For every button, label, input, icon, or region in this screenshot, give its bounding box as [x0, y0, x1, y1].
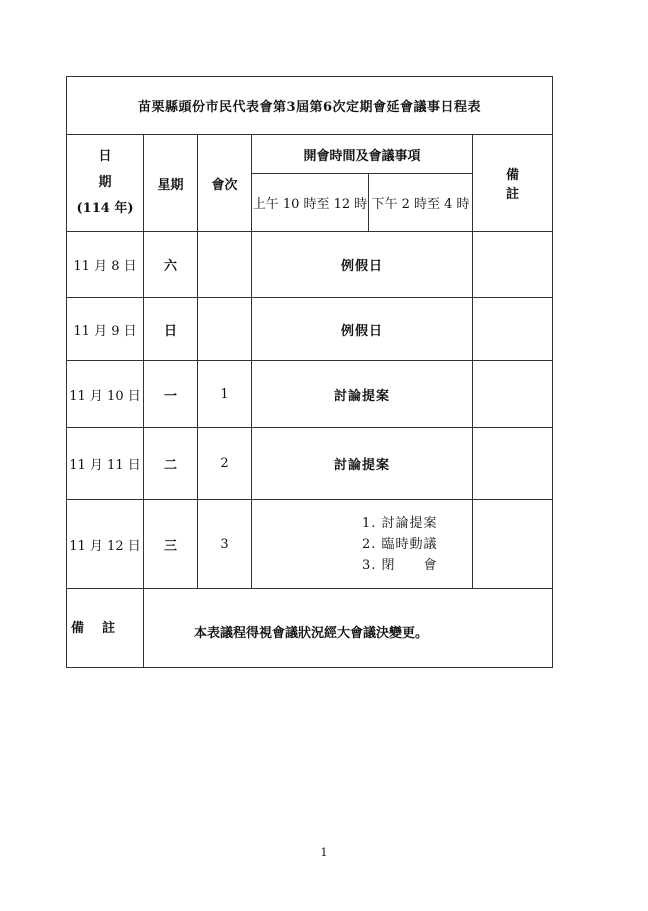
document-title: 苗栗縣頭份市民代表會第3屆第6次定期會延會議事日程表	[67, 77, 553, 135]
page-number: 1	[320, 846, 328, 859]
table-row	[67, 361, 553, 428]
meeting-header: 開會時間及會議事項	[252, 135, 473, 174]
row-remarks	[473, 298, 553, 361]
schedule-table	[66, 76, 553, 668]
row-agenda: 討論提案	[252, 361, 473, 428]
date-header-year: (114 年)	[76, 201, 134, 216]
agenda-item: 1. 討論提案	[362, 515, 438, 531]
row-weekday: 二	[144, 428, 198, 500]
row-weekday: 日	[144, 298, 198, 361]
table-row	[67, 428, 553, 500]
row-session	[198, 232, 252, 298]
row-agenda: 例假日	[252, 232, 473, 298]
afternoon-header: 下午 2 時至 4 時	[369, 174, 473, 232]
note-label: 備註	[67, 589, 144, 668]
row-agenda: 例假日	[252, 298, 473, 361]
row-weekday: 一	[144, 361, 198, 428]
row-weekday: 六	[144, 232, 198, 298]
row-session: 3	[198, 500, 252, 589]
row-session: 1	[198, 361, 252, 428]
date-header	[67, 135, 144, 232]
remarks-header: 備註	[473, 135, 553, 232]
row-agenda: 討論提案	[252, 428, 473, 500]
row-date: 11 月 9 日	[67, 298, 144, 361]
date-header-label: 日期	[98, 149, 134, 190]
row-agenda-list	[252, 500, 473, 589]
table-row	[67, 500, 553, 589]
row-session	[198, 298, 252, 361]
table-row	[67, 298, 553, 361]
session-header: 會次	[198, 135, 252, 232]
note-row	[67, 589, 553, 668]
morning-header: 上午 10 時至 12 時	[252, 174, 369, 232]
row-date: 11 月 8 日	[67, 232, 144, 298]
row-date: 11 月 11 日	[67, 428, 144, 500]
table-row	[67, 232, 553, 298]
note-text: 本表議程得視會議狀況經大會議決變更。	[144, 589, 553, 668]
row-date: 11 月 10 日	[67, 361, 144, 428]
row-remarks	[473, 232, 553, 298]
row-remarks	[473, 500, 553, 589]
weekday-header: 星期	[144, 135, 198, 232]
row-remarks	[473, 361, 553, 428]
agenda-item: 3. 閉 會	[362, 557, 438, 573]
row-date: 11 月 12 日	[67, 500, 144, 589]
row-session: 2	[198, 428, 252, 500]
row-weekday: 三	[144, 500, 198, 589]
agenda-item: 2. 臨時動議	[362, 536, 438, 552]
row-remarks	[473, 428, 553, 500]
